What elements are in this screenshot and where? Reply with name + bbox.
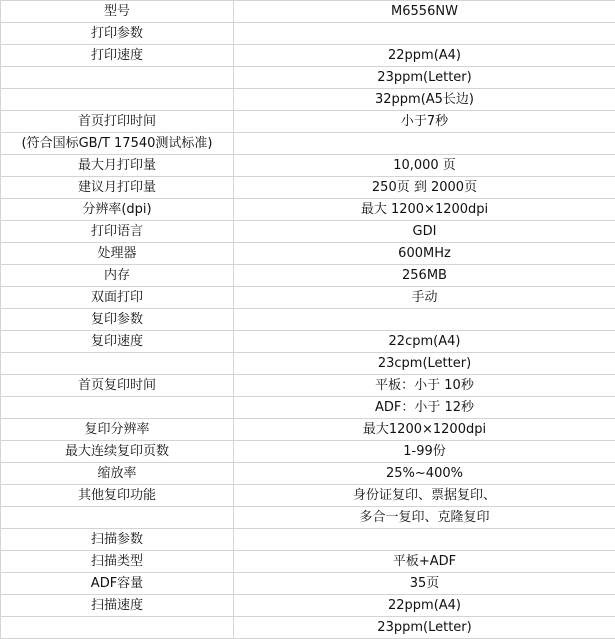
spec-label-cell[interactable]: 首页打印时间 xyxy=(1,111,234,133)
table-row xyxy=(1,375,615,397)
spec-value-cell[interactable]: 多合一复印、克隆复印 xyxy=(234,507,615,529)
spec-value-cell[interactable] xyxy=(234,529,615,551)
spec-value-cell[interactable]: GDI xyxy=(234,221,615,243)
spec-label-cell[interactable]: 打印速度 xyxy=(1,45,234,67)
table-row xyxy=(1,331,615,353)
spec-value-cell[interactable]: 手动 xyxy=(234,287,615,309)
table-row xyxy=(1,419,615,441)
spec-value-cell[interactable]: 35页 xyxy=(234,573,615,595)
table-row xyxy=(1,353,615,375)
spec-label-cell[interactable]: 型号 xyxy=(1,1,234,23)
table-row xyxy=(1,111,615,133)
spec-label-cell[interactable]: 分辨率(dpi) xyxy=(1,199,234,221)
spec-label-cell[interactable]: 打印参数 xyxy=(1,23,234,45)
spec-value-cell[interactable] xyxy=(234,23,615,45)
spec-value-cell[interactable] xyxy=(234,309,615,331)
spec-value-cell[interactable]: 10,000 页 xyxy=(234,155,615,177)
spec-label-cell[interactable] xyxy=(1,67,234,89)
spec-label-cell[interactable]: 打印语言 xyxy=(1,221,234,243)
spec-value-cell[interactable]: 23cpm(Letter) xyxy=(234,353,615,375)
table-row xyxy=(1,397,615,419)
spec-label-cell[interactable]: ADF容量 xyxy=(1,573,234,595)
spec-label-cell[interactable]: 扫描速度 xyxy=(1,595,234,617)
spec-label-cell[interactable]: 最大连续复印页数 xyxy=(1,441,234,463)
spec-value-cell[interactable]: 平板+ADF xyxy=(234,551,615,573)
spec-value-cell[interactable]: 身份证复印、票据复印、 xyxy=(234,485,615,507)
table-row xyxy=(1,265,615,287)
spec-label-cell[interactable] xyxy=(1,353,234,375)
table-row xyxy=(1,551,615,573)
spec-value-cell[interactable]: 最大1200×1200dpi xyxy=(234,419,615,441)
table-row xyxy=(1,1,615,23)
table-row xyxy=(1,243,615,265)
spec-label-cell[interactable] xyxy=(1,89,234,111)
spec-value-cell[interactable]: 1-99份 xyxy=(234,441,615,463)
spec-label-cell[interactable]: 扫描类型 xyxy=(1,551,234,573)
spec-label-cell[interactable]: 处理器 xyxy=(1,243,234,265)
spec-value-cell[interactable]: 22cpm(A4) xyxy=(234,331,615,353)
spec-label-cell[interactable]: 复印分辨率 xyxy=(1,419,234,441)
spec-label-cell[interactable]: 内存 xyxy=(1,265,234,287)
spec-label-cell[interactable]: 扫描参数 xyxy=(1,529,234,551)
spec-value-cell[interactable]: 23ppm(Letter) xyxy=(234,67,615,89)
table-row xyxy=(1,573,615,595)
spec-label-cell[interactable] xyxy=(1,397,234,419)
spec-label-cell[interactable] xyxy=(1,617,234,639)
spec-value-cell[interactable]: 平板：小于 10秒 xyxy=(234,375,615,397)
table-row xyxy=(1,287,615,309)
table-row xyxy=(1,89,615,111)
spec-label-cell[interactable]: 建议月打印量 xyxy=(1,177,234,199)
spec-value-cell[interactable]: 25%~400% xyxy=(234,463,615,485)
spec-label-cell[interactable]: 其他复印功能 xyxy=(1,485,234,507)
table-row xyxy=(1,463,615,485)
spec-label-cell[interactable]: 首页复印时间 xyxy=(1,375,234,397)
table-row xyxy=(1,23,615,45)
spec-value-cell[interactable] xyxy=(234,133,615,155)
spec-label-cell[interactable]: 缩放率 xyxy=(1,463,234,485)
table-row xyxy=(1,221,615,243)
spec-value-cell[interactable]: ADF：小于 12秒 xyxy=(234,397,615,419)
spec-label-cell[interactable]: 最大月打印量 xyxy=(1,155,234,177)
spec-label-cell[interactable]: 复印速度 xyxy=(1,331,234,353)
table-row xyxy=(1,617,615,639)
table-row xyxy=(1,177,615,199)
table-row xyxy=(1,309,615,331)
spec-table-body xyxy=(1,1,615,639)
spec-value-cell[interactable]: 250页 到 2000页 xyxy=(234,177,615,199)
table-row xyxy=(1,441,615,463)
table-row xyxy=(1,529,615,551)
spec-value-cell[interactable]: 22ppm(A4) xyxy=(234,595,615,617)
table-row xyxy=(1,507,615,529)
table-row xyxy=(1,67,615,89)
spec-value-cell[interactable]: 小于7秒 xyxy=(234,111,615,133)
spec-value-cell[interactable]: M6556NW xyxy=(234,1,615,23)
spec-value-cell[interactable]: 256MB xyxy=(234,265,615,287)
table-row xyxy=(1,595,615,617)
table-row xyxy=(1,485,615,507)
spec-label-cell[interactable]: 复印参数 xyxy=(1,309,234,331)
spec-label-cell[interactable] xyxy=(1,507,234,529)
spec-label-cell[interactable]: (符合国标GB/T 17540测试标准) xyxy=(1,133,234,155)
table-row xyxy=(1,199,615,221)
spec-value-cell[interactable]: 23ppm(Letter) xyxy=(234,617,615,639)
spec-label-cell[interactable]: 双面打印 xyxy=(1,287,234,309)
spec-value-cell[interactable]: 600MHz xyxy=(234,243,615,265)
table-row xyxy=(1,133,615,155)
table-row xyxy=(1,45,615,67)
spec-value-cell[interactable]: 22ppm(A4) xyxy=(234,45,615,67)
table-row xyxy=(1,155,615,177)
spec-value-cell[interactable]: 最大 1200×1200dpi xyxy=(234,199,615,221)
spec-value-cell[interactable]: 32ppm(A5长边) xyxy=(234,89,615,111)
